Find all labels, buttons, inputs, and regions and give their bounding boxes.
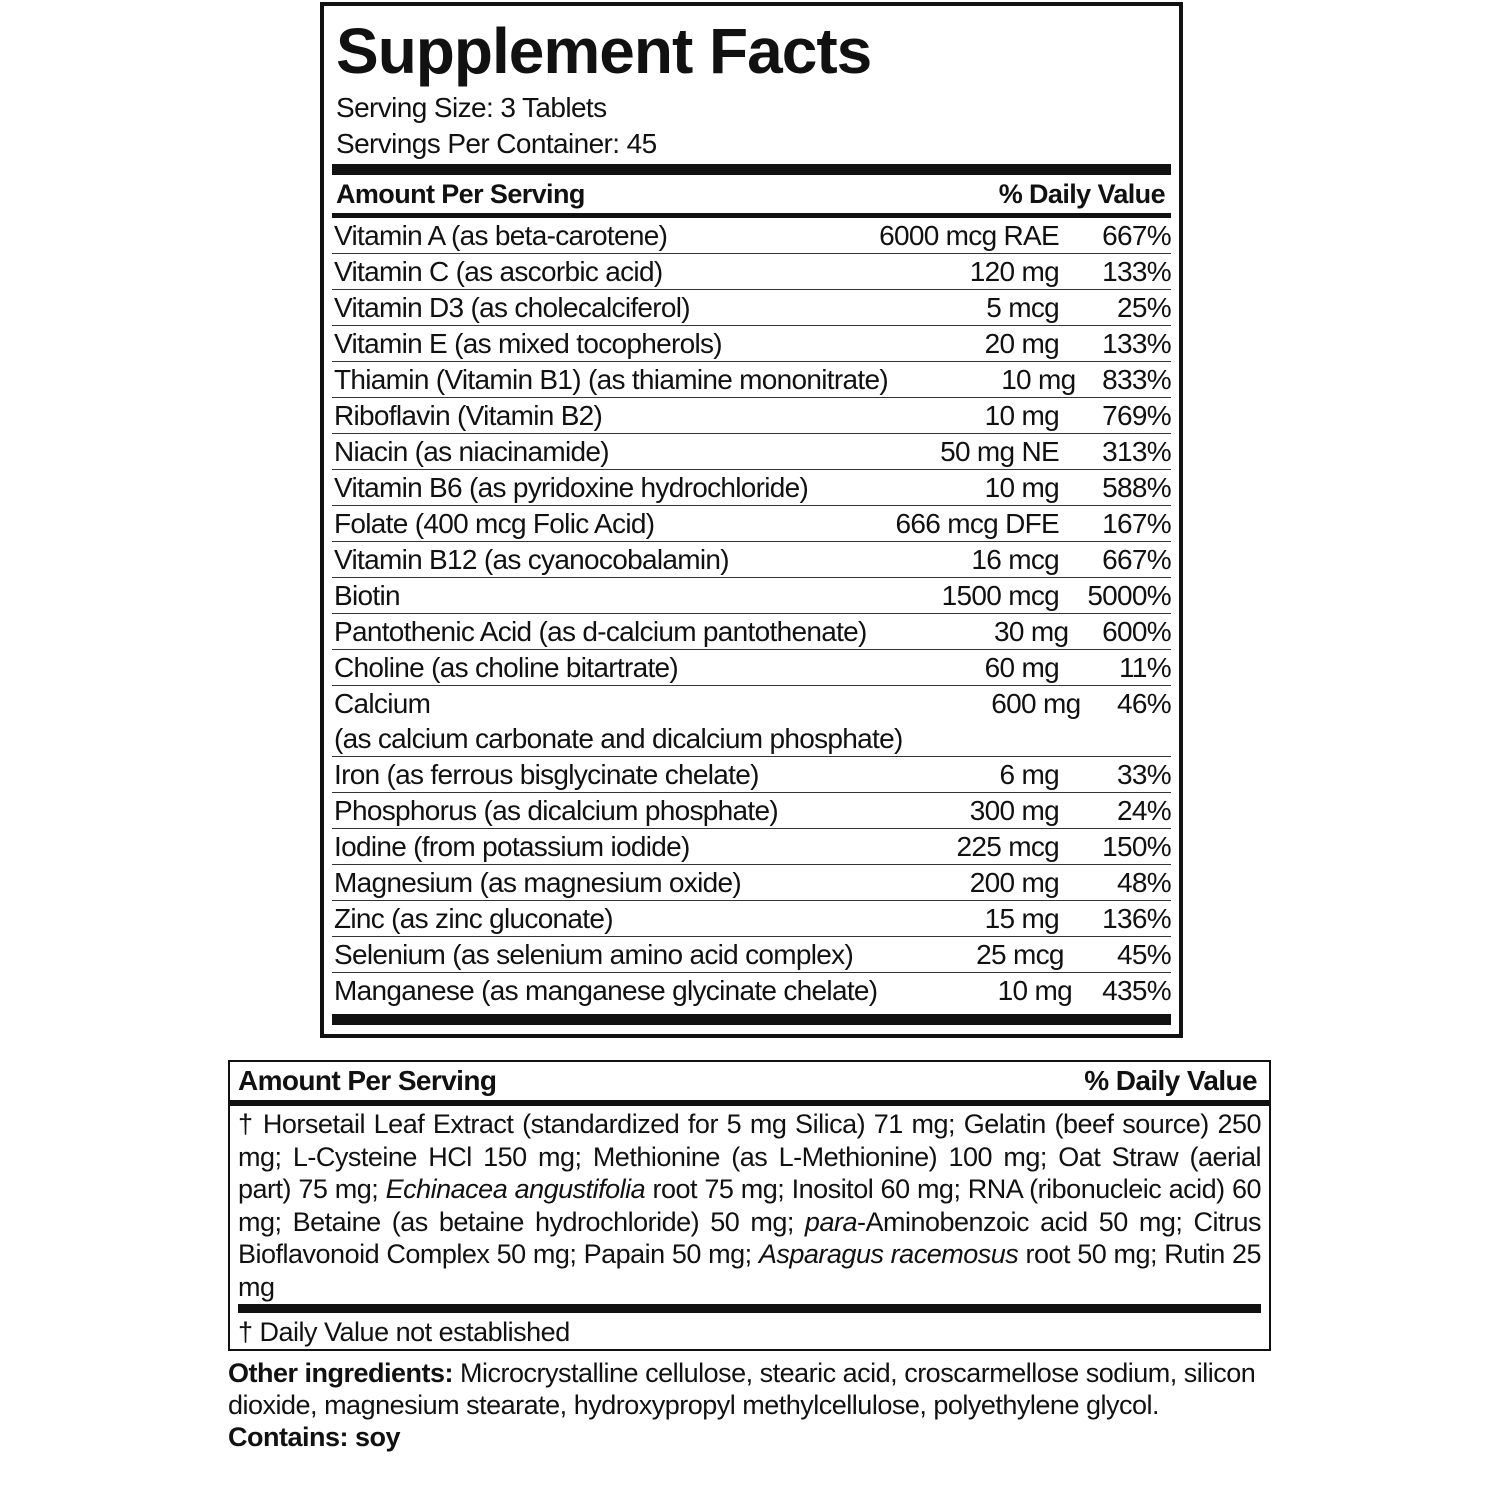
nutrient-amount: 16 mcg xyxy=(971,544,1059,575)
nutrient-name-text: Riboflavin (Vitamin B2) xyxy=(334,400,603,431)
divider xyxy=(238,1304,1261,1313)
nutrient-name-text: Vitamin B12 (as cyanocobalamin) xyxy=(334,544,729,575)
nutrient-name-text: Phosphorus (as dicalcium phosphate) xyxy=(334,795,778,826)
nutrient-name xyxy=(334,973,877,1008)
nutrient-name xyxy=(334,901,839,936)
nutrient-amount: 10 mg xyxy=(1001,364,1076,395)
nutrient-name xyxy=(334,650,839,685)
nutrient-daily-value: 600% xyxy=(1102,616,1171,647)
nutrient-name-text: Vitamin B6 (as pyridoxine hydrochloride) xyxy=(334,472,809,503)
nutrient-row xyxy=(332,470,1171,506)
table-header xyxy=(332,175,1171,213)
blend-text: root 75 mg; Inositol 60 mg; RNA (ribonucleic acid) 60 mg; Betaine (as betaine hydrochloride) 50 mg; xyxy=(238,1174,1261,1237)
amount-header: Amount Per Serving xyxy=(336,179,585,209)
divider xyxy=(332,1014,1171,1025)
dv-header: % Daily Value xyxy=(1084,1065,1257,1096)
nutrient-name xyxy=(334,506,839,541)
nutrient-amount: 30 mg xyxy=(994,616,1069,647)
nutrient-daily-value: 48% xyxy=(1117,867,1171,898)
nutrient-row xyxy=(332,254,1171,290)
nutrient-daily-value: 313% xyxy=(1102,436,1171,467)
panel-title: Supplement Facts xyxy=(336,15,872,87)
nutrient-row xyxy=(332,757,1171,793)
nutrient-daily-value: 5000% xyxy=(1087,580,1171,611)
nutrient-name-text: Niacin (as niacinamide) xyxy=(334,436,609,467)
nutrient-row xyxy=(332,506,1171,542)
nutrient-row xyxy=(332,542,1171,578)
nutrient-row xyxy=(332,326,1171,362)
nutrient-daily-value: 24% xyxy=(1117,795,1171,826)
nutrient-table xyxy=(332,218,1171,1008)
nutrient-name xyxy=(334,865,839,900)
nutrient-daily-value: 833% xyxy=(1102,364,1171,395)
nutrient-name xyxy=(334,434,839,469)
nutrient-row xyxy=(332,398,1171,434)
nutrient-daily-value: 46% xyxy=(1117,688,1171,719)
nutrient-name-text: Calcium xyxy=(334,688,431,719)
nutrient-name-text: Iron (as ferrous bisglycinate chelate) xyxy=(334,759,759,790)
nutrient-name xyxy=(334,614,867,649)
nutrient-amount: 6000 mcg RAE xyxy=(879,220,1059,251)
nutrient-daily-value: 167% xyxy=(1102,508,1171,539)
nutrient-row xyxy=(332,434,1171,470)
nutrient-name xyxy=(334,254,839,289)
nutrient-row xyxy=(332,865,1171,901)
nutrient-amount: 60 mg xyxy=(984,652,1059,683)
nutrient-row xyxy=(332,614,1171,650)
nutrient-name xyxy=(334,398,839,433)
nutrient-daily-value: 133% xyxy=(1102,256,1171,287)
blend-text-italic: Echinacea angustifolia xyxy=(385,1174,646,1204)
dv-footnote: † Daily Value not established xyxy=(238,1317,570,1347)
nutrient-name-text: Vitamin D3 (as cholecalciferol) xyxy=(334,292,690,323)
nutrient-daily-value: 136% xyxy=(1102,903,1171,934)
nutrient-name-text: Vitamin E (as mixed tocopherols) xyxy=(334,328,722,359)
blend-text: root 50 mg; Rutin 25 mg xyxy=(238,1239,1261,1302)
nutrient-name xyxy=(334,542,839,577)
blend-header xyxy=(230,1062,1269,1106)
nutrient-row xyxy=(332,650,1171,686)
nutrient-daily-value: 588% xyxy=(1102,472,1171,503)
nutrient-amount: 300 mg xyxy=(969,795,1059,826)
servings-per-container: Servings Per Container: 45 xyxy=(336,128,657,159)
nutrient-name xyxy=(334,757,839,792)
other-ingredients-label: Other ingredients: xyxy=(228,1358,454,1388)
divider xyxy=(332,164,1171,175)
nutrient-amount: 1500 mcg xyxy=(941,580,1059,611)
nutrient-name-text: Selenium (as selenium amino acid complex) xyxy=(334,939,854,970)
blend-text-italic: Asparagus racemosus xyxy=(758,1239,1019,1269)
nutrient-name xyxy=(334,793,839,828)
contains-allergen: Contains: soy xyxy=(228,1422,401,1452)
dv-header: % Daily Value xyxy=(998,179,1165,209)
nutrient-name xyxy=(334,829,839,864)
nutrient-amount: 15 mg xyxy=(984,903,1059,934)
nutrient-row xyxy=(332,290,1171,326)
nutrient-daily-value: 769% xyxy=(1102,400,1171,431)
nutrient-name xyxy=(334,290,839,325)
nutrient-amount: 600 mg xyxy=(991,688,1081,719)
nutrient-row xyxy=(332,937,1171,973)
nutrient-row xyxy=(332,362,1171,398)
nutrient-name-text: Manganese (as manganese glycinate chelate) xyxy=(334,975,878,1006)
nutrient-name-text: Biotin xyxy=(334,580,400,611)
amount-header: Amount Per Serving xyxy=(238,1065,497,1096)
nutrient-amount: 10 mg xyxy=(997,975,1072,1006)
nutrient-name-text: Magnesium (as magnesium oxide) xyxy=(334,867,741,898)
nutrient-name-text: Folate (400 mcg Folic Acid) xyxy=(334,508,655,539)
nutrient-amount: 25 mcg xyxy=(976,939,1064,970)
nutrient-amount: 200 mg xyxy=(969,867,1059,898)
blend-text: † Horsetail Leaf Extract (standardized for 5 mg Silica) 71 mg; Gelatin (beef source) 250 mg; L-Cysteine HCl 150 mg; Methionine (as L-Methionine) 100 mg; Oat Straw (aerial part) 75 mg; xyxy=(238,1109,1261,1204)
nutrient-name-text: Iodine (from potassium iodide) xyxy=(334,831,690,862)
nutrient-daily-value: 11% xyxy=(1119,652,1171,683)
nutrient-daily-value: 435% xyxy=(1102,975,1171,1006)
supplement-facts-panel xyxy=(320,2,1183,1038)
nutrient-name xyxy=(334,326,839,361)
nutrient-amount: 20 mg xyxy=(984,328,1059,359)
nutrient-amount: 6 mg xyxy=(999,759,1059,790)
other-ingredients-text: Microcrystalline cellulose, stearic acid, croscarmellose sodium, silicon dioxide, magnesium stearate, hydroxypropyl methylcellulose, polyethylene glycol. xyxy=(228,1358,1256,1420)
nutrient-row xyxy=(332,218,1171,254)
nutrient-amount: 10 mg xyxy=(984,400,1059,431)
nutrient-daily-value: 150% xyxy=(1102,831,1171,862)
nutrient-name-text: Zinc (as zinc gluconate) xyxy=(334,903,613,934)
nutrient-name-text: Thiamin (Vitamin B1) (as thiamine mononitrate) xyxy=(334,364,888,395)
blend-text: -Aminobenzoic acid 50 mg; Citrus Bioflavonoid Complex 50 mg; Papain 50 mg; xyxy=(238,1206,1261,1269)
nutrient-amount: 5 mcg xyxy=(986,292,1059,323)
nutrient-row xyxy=(332,578,1171,614)
nutrient-name-text: Vitamin C (as ascorbic acid) xyxy=(334,256,663,287)
nutrient-name xyxy=(334,470,839,505)
other-blend-panel xyxy=(228,1060,1271,1351)
nutrient-daily-value: 133% xyxy=(1102,328,1171,359)
nutrient-daily-value: 45% xyxy=(1117,939,1171,970)
nutrient-amount: 225 mcg xyxy=(956,831,1059,862)
nutrient-name xyxy=(334,937,853,972)
nutrient-name xyxy=(334,362,888,397)
nutrient-amount: 120 mg xyxy=(969,256,1059,287)
nutrient-daily-value: 25% xyxy=(1117,292,1171,323)
other-ingredients xyxy=(228,1357,1273,1453)
nutrient-row xyxy=(332,686,1171,757)
nutrient-row xyxy=(332,973,1171,1008)
nutrient-amount: 10 mg xyxy=(984,472,1059,503)
nutrient-name xyxy=(334,578,839,613)
blend-text-italic: para xyxy=(804,1206,857,1237)
nutrient-name-text: Pantothenic Acid (as d-calcium pantothenate) xyxy=(334,616,867,647)
nutrient-name xyxy=(334,218,839,253)
nutrient-amount: 50 mg NE xyxy=(940,436,1059,467)
nutrient-row xyxy=(332,901,1171,937)
nutrient-daily-value: 667% xyxy=(1102,544,1171,575)
nutrient-source: (as calcium carbonate and dicalcium phosphate) xyxy=(334,723,903,754)
blend-ingredients xyxy=(230,1106,1269,1304)
nutrient-name xyxy=(334,686,903,756)
nutrient-name-text: Choline (as choline bitartrate) xyxy=(334,652,679,683)
serving-size: Serving Size: 3 Tablets xyxy=(336,92,607,123)
nutrient-name-text: Vitamin A (as beta-carotene) xyxy=(334,220,668,251)
nutrient-row xyxy=(332,829,1171,865)
nutrient-daily-value: 33% xyxy=(1117,759,1171,790)
nutrient-row xyxy=(332,793,1171,829)
nutrient-daily-value: 667% xyxy=(1102,220,1171,251)
nutrient-amount: 666 mcg DFE xyxy=(895,508,1059,539)
